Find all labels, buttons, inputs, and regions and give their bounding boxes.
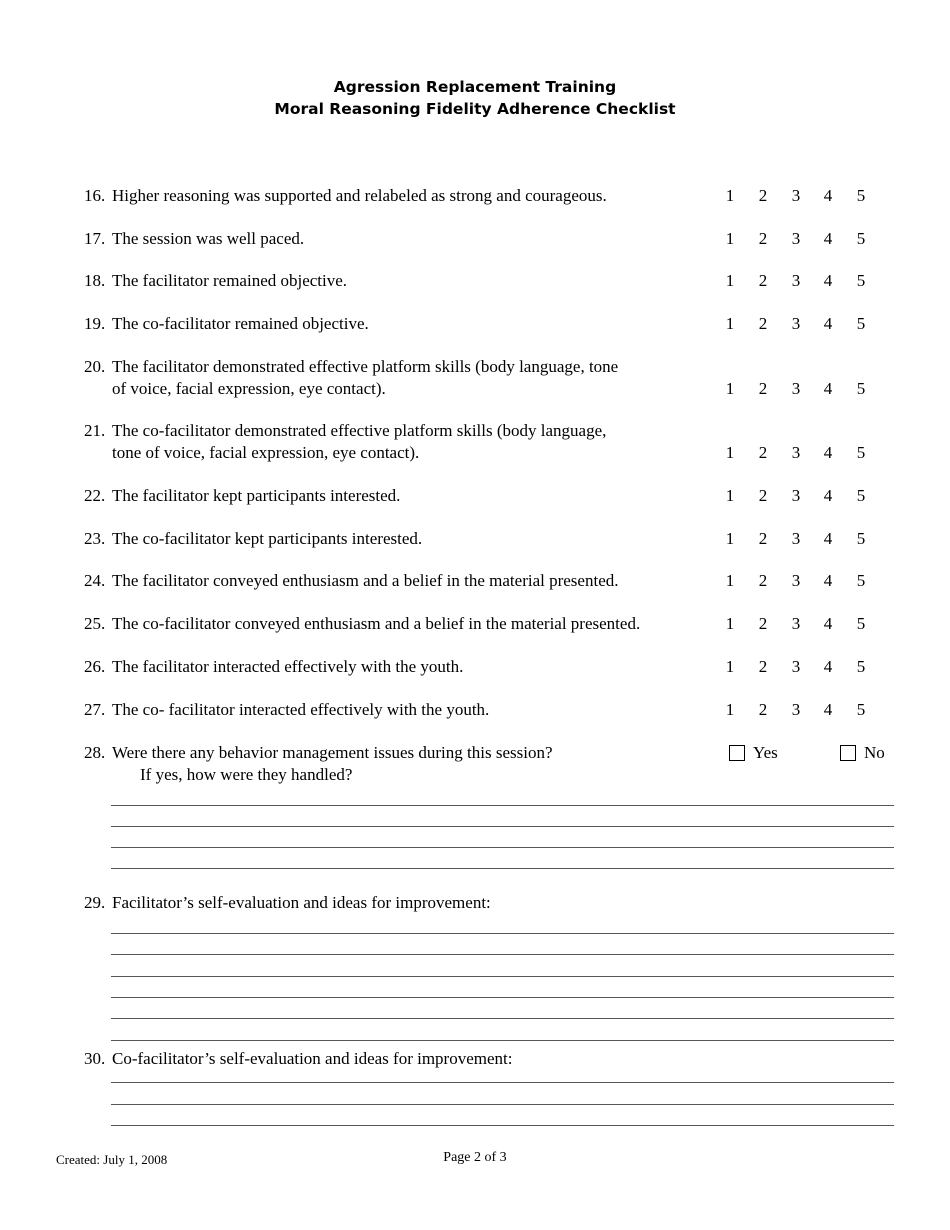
- rating-option-5[interactable]: 5: [856, 271, 866, 290]
- rating-option-3[interactable]: 3: [791, 657, 801, 676]
- checklist-item: [84, 185, 704, 207]
- rating-option-3[interactable]: 3: [791, 700, 801, 719]
- item-number: 22.: [84, 486, 106, 505]
- rating-option-5[interactable]: 5: [856, 529, 866, 548]
- item-number: 25.: [84, 614, 106, 633]
- rating-option-2[interactable]: 2: [758, 486, 768, 505]
- rating-option-2[interactable]: 2: [758, 443, 768, 462]
- rating-option-3[interactable]: 3: [791, 443, 801, 462]
- page-number: Page 2 of 3: [443, 1150, 507, 1165]
- rating-option-3[interactable]: 3: [791, 229, 801, 248]
- rating-option-3[interactable]: 3: [791, 529, 801, 548]
- item-text: The co-facilitator demonstrated effective platform skills (body language,: [112, 421, 607, 440]
- item-number: 20.: [84, 357, 106, 376]
- rating-option-2[interactable]: 2: [758, 571, 768, 590]
- answer-line[interactable]: [111, 805, 894, 806]
- answer-line[interactable]: [111, 1018, 894, 1019]
- document-subtitle: Moral Reasoning Fidelity Adherence Checklist: [274, 100, 676, 118]
- item-number: 23.: [84, 529, 106, 548]
- rating-option-2[interactable]: 2: [758, 379, 768, 398]
- rating-option-4[interactable]: 4: [823, 443, 833, 462]
- item-number: 18.: [84, 271, 106, 290]
- question-number: 29.: [84, 893, 106, 912]
- question-followup: If yes, how were they handled?: [140, 765, 353, 784]
- item-number: 19.: [84, 314, 106, 333]
- rating-option-3[interactable]: 3: [791, 271, 801, 290]
- rating-option-3[interactable]: 3: [791, 379, 801, 398]
- rating-option-5[interactable]: 5: [856, 186, 866, 205]
- item-text-continued: tone of voice, facial expression, eye contact).: [112, 443, 420, 462]
- rating-option-3[interactable]: 3: [791, 186, 801, 205]
- answer-line[interactable]: [111, 976, 894, 977]
- item-number: 24.: [84, 571, 106, 590]
- rating-option-1[interactable]: 1: [725, 700, 735, 719]
- answer-line[interactable]: [111, 1040, 894, 1041]
- item-text: The co-facilitator kept participants interested.: [112, 529, 423, 548]
- rating-option-4[interactable]: 4: [823, 700, 833, 719]
- rating-option-5[interactable]: 5: [856, 571, 866, 590]
- rating-option-1[interactable]: 1: [725, 571, 735, 590]
- question-number: 28.: [84, 743, 106, 762]
- rating-option-4[interactable]: 4: [823, 571, 833, 590]
- rating-option-4[interactable]: 4: [823, 271, 833, 290]
- answer-line[interactable]: [111, 1082, 894, 1083]
- rating-option-2[interactable]: 2: [758, 614, 768, 633]
- rating-option-3[interactable]: 3: [791, 314, 801, 333]
- answer-line[interactable]: [111, 826, 894, 827]
- checklist-item: [84, 420, 704, 464]
- rating-option-4[interactable]: 4: [823, 314, 833, 333]
- checklist-item: [84, 270, 704, 292]
- item-text: The facilitator interacted effectively with the youth.: [112, 657, 464, 676]
- rating-option-1[interactable]: 1: [725, 379, 735, 398]
- rating-option-2[interactable]: 2: [758, 186, 768, 205]
- item-number: 16.: [84, 186, 106, 205]
- item-number: 21.: [84, 421, 106, 440]
- rating-option-4[interactable]: 4: [823, 657, 833, 676]
- rating-option-4[interactable]: 4: [823, 229, 833, 248]
- item-text: The facilitator kept participants interested.: [112, 486, 401, 505]
- no-label: No: [864, 743, 885, 762]
- item-text: The facilitator conveyed enthusiasm and a belief in the material presented.: [112, 571, 619, 590]
- rating-option-5[interactable]: 5: [856, 443, 866, 462]
- question-29: [84, 892, 704, 914]
- item-text: Higher reasoning was supported and relabeled as strong and courageous.: [112, 186, 607, 205]
- rating-option-5[interactable]: 5: [856, 379, 866, 398]
- rating-option-1[interactable]: 1: [725, 229, 735, 248]
- item-text: The facilitator remained objective.: [112, 271, 348, 290]
- checklist-item: [84, 313, 704, 335]
- rating-option-2[interactable]: 2: [758, 657, 768, 676]
- item-text: The co-facilitator conveyed enthusiasm and a belief in the material presented.: [112, 614, 641, 633]
- rating-option-1[interactable]: 1: [725, 657, 735, 676]
- item-text-continued: of voice, facial expression, eye contact).: [112, 379, 386, 398]
- item-text: The co- facilitator interacted effectively with the youth.: [112, 700, 490, 719]
- answer-line[interactable]: [111, 1125, 894, 1126]
- checklist-item: [84, 485, 704, 507]
- rating-option-5[interactable]: 5: [856, 486, 866, 505]
- item-number: 17.: [84, 229, 106, 248]
- rating-option-4[interactable]: 4: [823, 614, 833, 633]
- rating-option-2[interactable]: 2: [758, 229, 768, 248]
- rating-option-1[interactable]: 1: [725, 529, 735, 548]
- checklist-item: [84, 528, 704, 550]
- checklist-item: [84, 228, 704, 250]
- rating-option-2[interactable]: 2: [758, 700, 768, 719]
- rating-option-5[interactable]: 5: [856, 700, 866, 719]
- answer-line[interactable]: [111, 954, 894, 955]
- rating-option-5[interactable]: 5: [856, 314, 866, 333]
- rating-option-1[interactable]: 1: [725, 443, 735, 462]
- rating-option-4[interactable]: 4: [823, 529, 833, 548]
- question-text: Facilitator’s self-evaluation and ideas for improvement:: [112, 893, 491, 912]
- rating-option-3[interactable]: 3: [791, 614, 801, 633]
- question-text: Co-facilitator’s self-evaluation and ideas for improvement:: [112, 1049, 513, 1068]
- rating-option-1[interactable]: 1: [725, 186, 735, 205]
- rating-option-1[interactable]: 1: [725, 614, 735, 633]
- question-28: [84, 742, 704, 786]
- rating-option-4[interactable]: 4: [823, 186, 833, 205]
- question-30: [84, 1048, 704, 1070]
- answer-line[interactable]: [111, 868, 894, 869]
- rating-option-2[interactable]: 2: [758, 314, 768, 333]
- item-text: The co-facilitator remained objective.: [112, 314, 369, 333]
- checklist-item: [84, 356, 704, 400]
- answer-line[interactable]: [111, 933, 894, 934]
- item-number: 26.: [84, 657, 106, 676]
- item-text: The session was well paced.: [112, 229, 305, 248]
- rating-option-3[interactable]: 3: [791, 486, 801, 505]
- rating-option-4[interactable]: 4: [823, 379, 833, 398]
- rating-option-2[interactable]: 2: [758, 271, 768, 290]
- created-date: Created: July 1, 2008: [56, 1152, 168, 1167]
- rating-option-4[interactable]: 4: [823, 486, 833, 505]
- rating-option-3[interactable]: 3: [791, 571, 801, 590]
- rating-option-5[interactable]: 5: [856, 614, 866, 633]
- rating-option-5[interactable]: 5: [856, 229, 866, 248]
- checklist-item: [84, 570, 704, 592]
- checklist-item: [84, 613, 704, 635]
- answer-line[interactable]: [111, 1104, 894, 1105]
- item-number: 27.: [84, 700, 106, 719]
- rating-option-1[interactable]: 1: [725, 271, 735, 290]
- answer-line[interactable]: [111, 847, 894, 848]
- yes-label: Yes: [753, 743, 778, 762]
- rating-option-5[interactable]: 5: [856, 657, 866, 676]
- document-title: Agression Replacement Training: [333, 78, 617, 96]
- answer-line[interactable]: [111, 997, 894, 998]
- rating-option-1[interactable]: 1: [725, 314, 735, 333]
- question-text: Were there any behavior management issues during this session?: [112, 743, 553, 762]
- yes-checkbox[interactable]: [729, 745, 745, 761]
- rating-option-1[interactable]: 1: [725, 486, 735, 505]
- item-text: The facilitator demonstrated effective platform skills (body language, tone: [112, 357, 619, 376]
- rating-option-2[interactable]: 2: [758, 529, 768, 548]
- checklist-item: [84, 699, 704, 721]
- question-number: 30.: [84, 1049, 106, 1068]
- no-checkbox[interactable]: [840, 745, 856, 761]
- checklist-item: [84, 656, 704, 678]
